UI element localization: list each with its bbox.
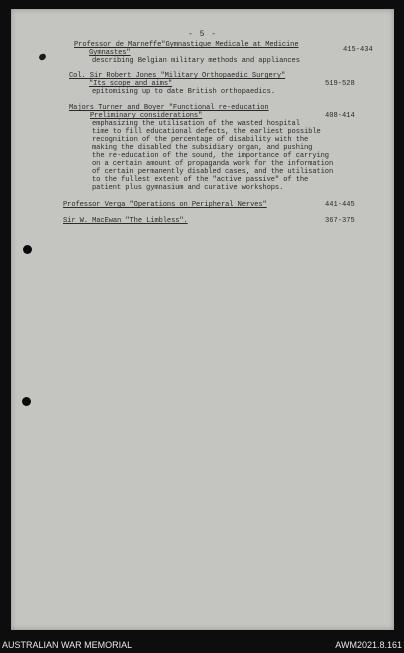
entry-2-subtitle: "Its scope and aims": [89, 80, 173, 88]
entry-5-title: Sir W. MacEwan "The Limbless".: [63, 217, 188, 225]
entry-4-title: Professor Verga "Operations on Peripheral Nerves": [63, 201, 267, 209]
footer-archive-name: AUSTRALIAN WAR MEMORIAL: [2, 640, 133, 650]
entry-3-title-cont: Preliminary considerations": [90, 112, 203, 120]
entry-1-pages: 415-434: [343, 46, 373, 54]
entry-3-body-line: emphasizing the utilisation of the wasted hospital: [92, 120, 300, 128]
document-page: [11, 9, 394, 630]
ink-mark: [38, 53, 47, 61]
entry-3-body-line: to the fullest extent of the "active passive" of the: [92, 176, 309, 184]
entry-4-pages: 441-445: [325, 201, 355, 209]
entry-3-body-line: making the disabled the subsidiary organ, and pushing: [92, 144, 313, 152]
entry-1-title: Professor de Marneffe"Gymnastique Medicale at Medicine: [74, 41, 299, 49]
entry-2-description: epitomising up to date British orthopaedics.: [92, 88, 275, 96]
entry-3-body-line: time to fill educational defects, the earliest possible: [92, 128, 321, 136]
entry-2-pages: 519-528: [325, 80, 355, 88]
entry-3-body-line: patient plus gymnasium and curative workshops.: [92, 184, 284, 192]
punch-hole-upper: [23, 245, 32, 254]
entry-3-body-line: the re-education of the sound, the importance of carrying: [92, 152, 329, 160]
entry-3-body-line: recognition of the percentage of disability with the: [92, 136, 309, 144]
punch-hole-lower: [22, 397, 31, 406]
entry-3-body-line: on a certain amount of propaganda work for the information: [92, 160, 334, 168]
entry-1-title-cont: Gymnastes": [89, 49, 131, 57]
page-number: - 5 -: [187, 30, 217, 39]
footer-accession-number: AWM2021.8.161: [335, 640, 402, 650]
entry-3-body-line: of certain permanently disabled cases, and the utilisation: [92, 168, 334, 176]
entry-5-pages: 367-375: [325, 217, 355, 225]
entry-2-title: Col. Sir Robert Jones "Military Orthopaedic Surgery": [69, 72, 286, 80]
entry-1-description: describing Belgian military methods and appliances: [92, 57, 300, 65]
entry-3-pages: 408-414: [325, 112, 355, 120]
entry-3-title: Majors Turner and Boyer "Functional re-education: [69, 104, 269, 112]
